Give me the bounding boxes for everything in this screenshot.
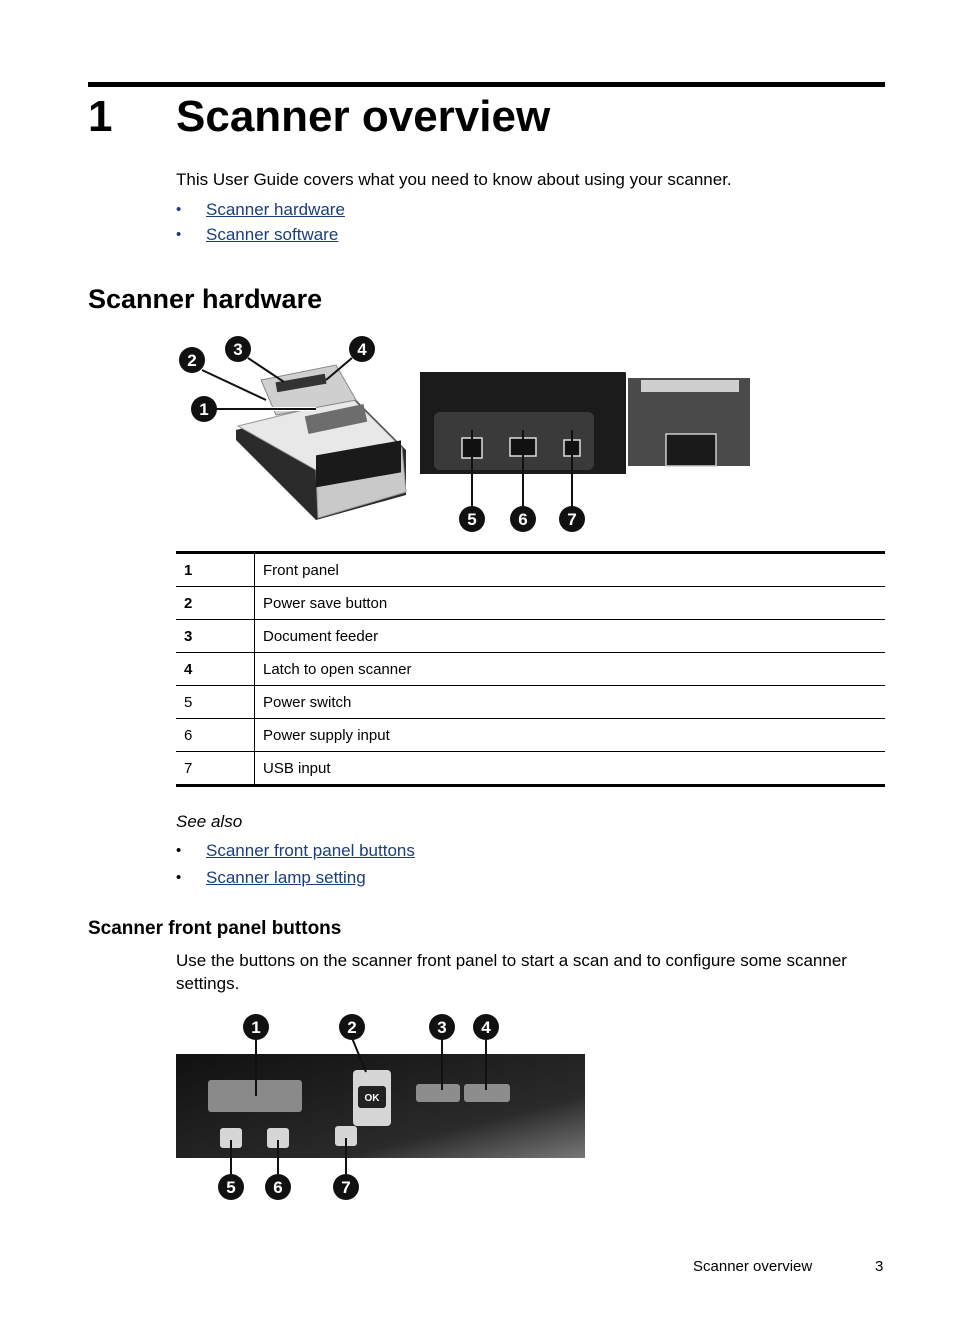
toc-bullet: • (176, 226, 182, 243)
svg-text:5: 5 (467, 510, 477, 529)
callout-7 (559, 506, 585, 532)
fp-callout-6 (265, 1174, 291, 1200)
svg-text:6: 6 (518, 510, 528, 529)
callout-2 (179, 347, 205, 373)
fp-callout-4 (473, 1014, 499, 1040)
section-heading-hardware: Scanner hardware (88, 284, 323, 314)
svg-text:2: 2 (347, 1018, 357, 1037)
legend-label: Front panel (255, 553, 886, 587)
svg-text:4: 4 (357, 340, 367, 359)
callout-3 (225, 336, 251, 362)
footer-page-number: 3 (875, 1258, 884, 1275)
front-panel-figure (176, 1010, 586, 1205)
see-also-bullet: • (176, 842, 182, 859)
legend-number: 3 (176, 620, 255, 653)
chapter-number: 1 (88, 92, 113, 141)
link-lamp-setting[interactable]: Scanner lamp setting (206, 868, 366, 887)
chapter-title: Scanner overview (176, 92, 551, 141)
link-front-panel-buttons[interactable]: Scanner front panel buttons (206, 841, 415, 860)
intro-text: This User Guide covers what you need to know about using your scanner. (176, 170, 732, 189)
fp-callout-3 (429, 1014, 455, 1040)
footer-chapter-label: Scanner overview (693, 1258, 813, 1275)
legend-label: Document feeder (255, 620, 886, 653)
callout-4 (349, 336, 375, 362)
svg-text:OK: OK (364, 1093, 380, 1104)
svg-text:6: 6 (273, 1178, 283, 1197)
svg-text:2: 2 (187, 351, 197, 370)
svg-text:4: 4 (481, 1018, 491, 1037)
svg-text:1: 1 (251, 1018, 261, 1037)
legend-row (176, 719, 885, 752)
link-scanner-software[interactable]: Scanner software (206, 225, 339, 244)
toc-bullet: • (176, 201, 182, 218)
legend-label: Latch to open scanner (255, 653, 886, 686)
see-also-label: See also (176, 812, 243, 831)
legend-label: Power save button (255, 587, 886, 620)
svg-text:1: 1 (199, 400, 209, 419)
scanner-hardware-figure (176, 330, 766, 535)
legend-number: 6 (176, 719, 255, 752)
legend-row (176, 587, 885, 620)
callout-5 (459, 506, 485, 532)
legend-row (176, 686, 885, 719)
link-scanner-hardware[interactable]: Scanner hardware (206, 200, 345, 219)
fp-callout-7 (333, 1174, 359, 1200)
svg-text:3: 3 (437, 1018, 447, 1037)
fp-callout-5 (218, 1174, 244, 1200)
legend-number: 4 (176, 653, 255, 686)
legend-number: 2 (176, 587, 255, 620)
legend-number: 1 (176, 553, 255, 587)
see-also-bullet: • (176, 869, 182, 886)
legend-row (176, 653, 885, 686)
fp-callout-2 (339, 1014, 365, 1040)
legend-row (176, 553, 885, 587)
chapter-rule (88, 82, 885, 87)
legend-number: 7 (176, 752, 255, 786)
legend-row (176, 752, 885, 786)
callout-1 (191, 396, 217, 422)
svg-text:5: 5 (226, 1178, 236, 1197)
svg-text:7: 7 (341, 1178, 351, 1197)
svg-text:7: 7 (567, 510, 577, 529)
legend-label: Power switch (255, 686, 886, 719)
legend-label: USB input (263, 759, 331, 777)
callout-6 (510, 506, 536, 532)
front-panel-description: Use the buttons on the scanner front panel to start a scan and to configure some scanner settings. (176, 951, 847, 993)
hardware-legend-table (176, 551, 885, 787)
legend-label: Power supply input (255, 719, 886, 752)
subsection-heading-front-panel: Scanner front panel buttons (88, 918, 342, 939)
legend-number: 5 (176, 686, 255, 719)
fp-callout-1 (243, 1014, 269, 1040)
legend-row (176, 620, 885, 653)
svg-text:3: 3 (233, 340, 243, 359)
